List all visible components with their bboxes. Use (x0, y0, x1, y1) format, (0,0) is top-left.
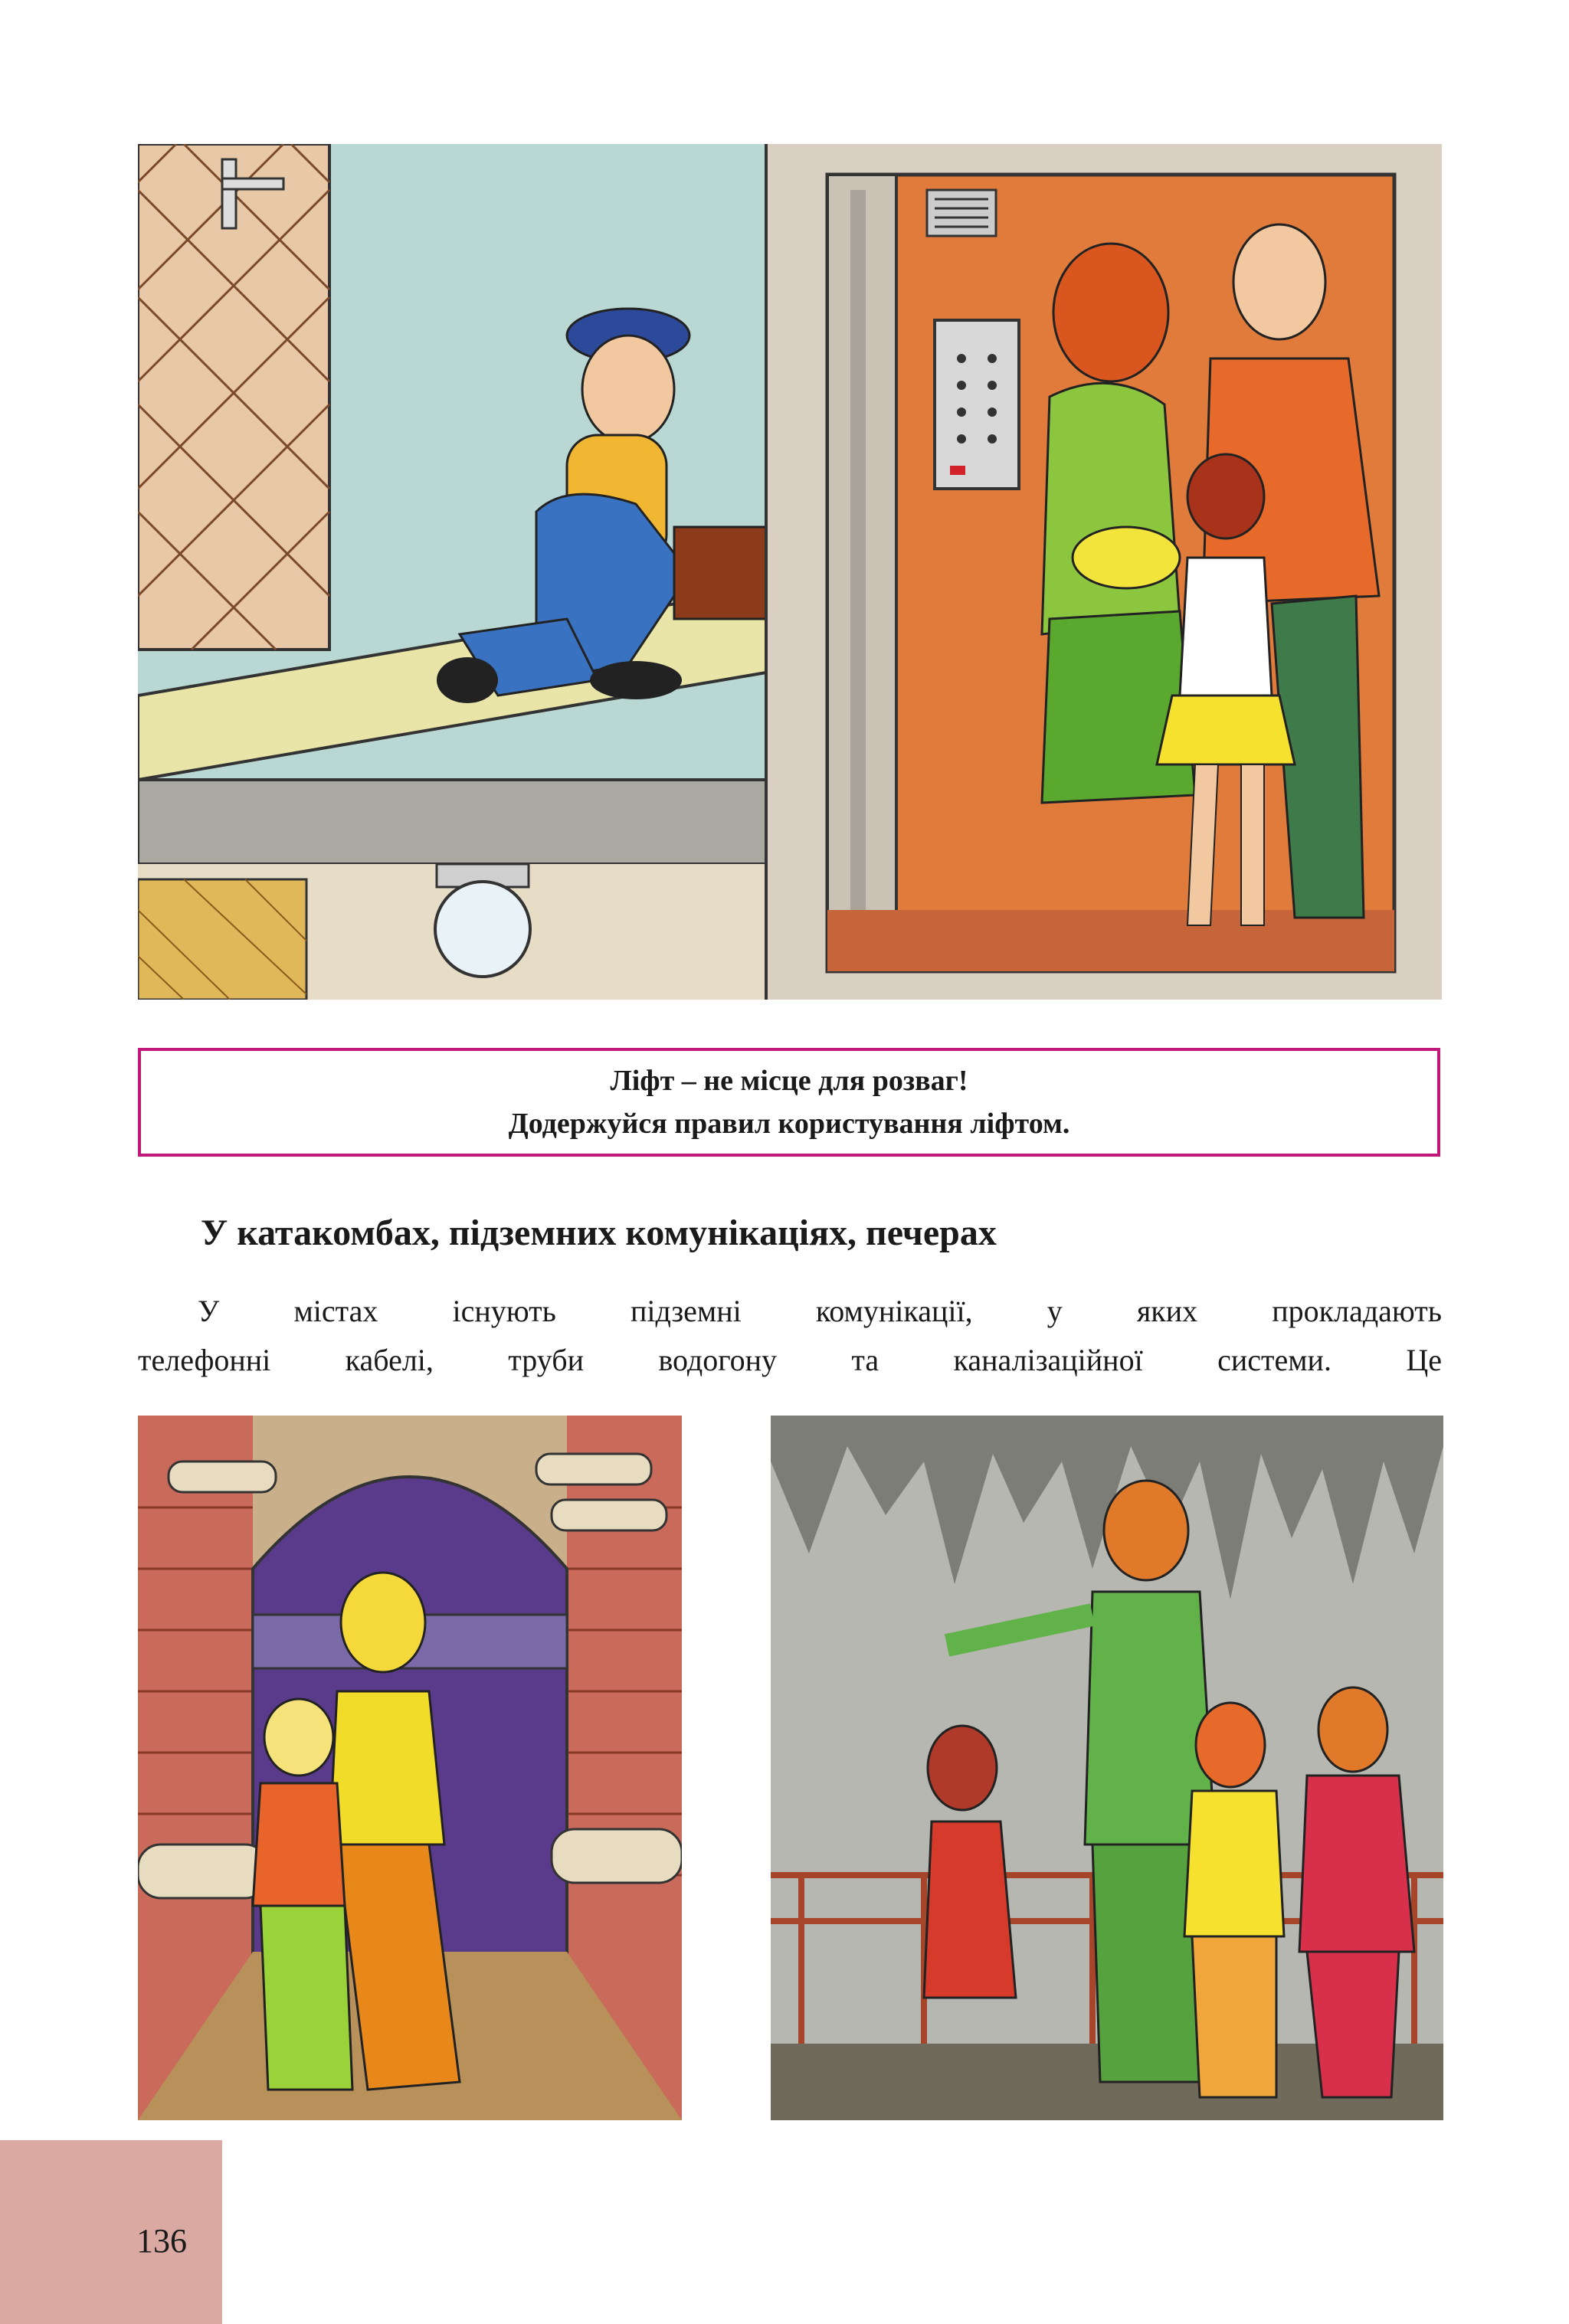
paragraph-line-2: телефонні кабелі, труби водогону та каналізаційної системи. Це (138, 1343, 1442, 1377)
section-heading: У катакомбах, підземних комунікаціях, печерах (201, 1213, 997, 1253)
tunnel-illustration (138, 1416, 682, 2120)
elevator-illustration (138, 144, 1442, 1000)
warning-line-1: Ліфт – не місце для розваг! (610, 1065, 968, 1097)
paragraph-line-1: У містах існують підземні комунікації, у яких прокладають (198, 1294, 1442, 1328)
page-tab (0, 2140, 222, 2324)
warning-line-2: Додержуйся правил користування ліфтом. (508, 1108, 1070, 1140)
cave-illustration (771, 1416, 1443, 2120)
body-paragraph (138, 1287, 1442, 1385)
page-number: 136 (136, 2222, 187, 2260)
warning-box (138, 1048, 1440, 1157)
